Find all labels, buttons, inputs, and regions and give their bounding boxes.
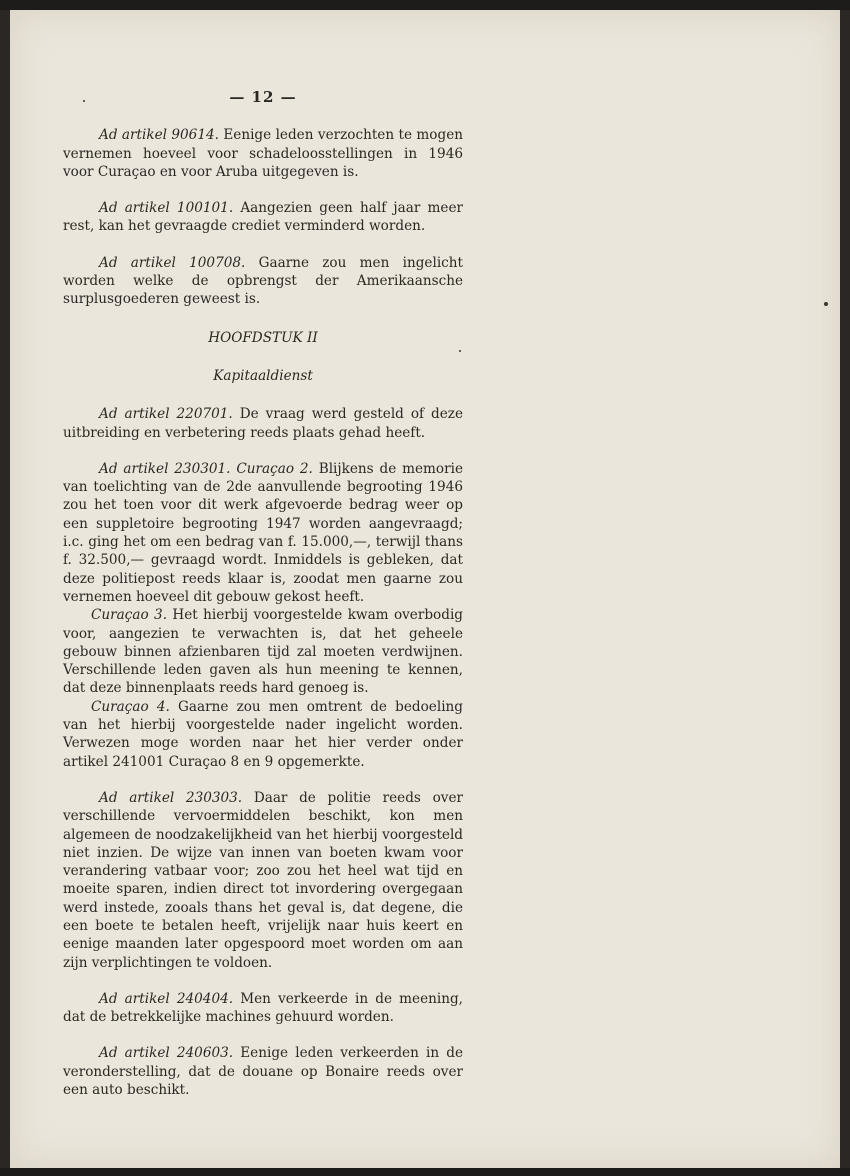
chapter-title: HOOFDSTUK II: [208, 329, 318, 346]
paragraph-230301: [63, 460, 463, 606]
sub-ref: Curaçao 2.: [230, 460, 313, 477]
article-ref: Ad artikel 100708.: [99, 254, 246, 271]
paragraph-text: Gaarne zou men omtrent de bedoeling van het hierbij voorgestelde nader ingelicht worden. Verwezen moge worden naar het hier verder onder artikel 241001 Curaçao 8 en 9 opgemerkte.: [63, 698, 463, 770]
paragraph-100708: [63, 254, 463, 309]
paragraph-text: De vraag werd gesteld of deze uitbreiding en verbetering reeds plaats gehad heeft.: [63, 406, 463, 441]
paragraph-text: Daar de politie reeds over verschillende vervoermiddelen beschikt, kon men algemeen de noodzakelijkheid van het hierbij voorgesteld niet inzien. De wijze van innen van boeten kwam voor verandering vatbaar voor; zoo zou het heel wat tijd en moeite sparen, indien direct tot invordering overgegaan werd instede, zooals thans het geval is, dat degene, die een boete te betalen heeft, vrijelijk naar huis keert en eenige maanden later opgespoord moet worden om aan zijn verplichtingen te voldoen.: [63, 789, 463, 971]
article-ref: Ad artikel 240603.: [99, 1045, 234, 1062]
article-ref: Ad artikel 100101.: [99, 200, 234, 217]
paragraph-230301-curacao-4: [63, 698, 463, 771]
paragraph-text: Men verkeerde in de meening, dat de betrekkelijke machines gehuurd worden.: [63, 990, 463, 1026]
speck: [824, 302, 828, 306]
section-title: Kapitaaldienst: [213, 367, 313, 384]
scan-border-bottom: [0, 1168, 850, 1176]
paragraph-text: Eenige leden verzochten te mogen vernemen hoeveel voor schadeloosstellingen in 1946 voor Curaçao en voor Aruba uitgegeven is.: [63, 127, 463, 180]
paragraph-text: Blijkens de memorie van toelichting van de 2de aanvullende begrooting 1946 zou het toen voor dit werk afgevoerde bedrag weer op een suppletoire begrooting 1947 worden aangevraagd; i.c. ging het om een bedrag van f. 15.000,—, terwijl thans f. 32.500,— gevraagd wordt. Inmiddels is gebleken, dat deze politiepost reeds klaar is, zoodat men gaarne zou vernemen hoeveel dit gebouw gekost heeft.: [63, 460, 463, 605]
paragraph-230301-curacao-3: [63, 606, 463, 697]
article-ref: Ad artikel 240404.: [99, 990, 234, 1007]
paragraph-text: Het hierbij voorgestelde kwam overbodig voor, aangezien te verwachten is, dat het geheele gebouw binnen afzienbaren tijd zal moeten verdwijnen. Verschillende leden gaven als hun meening te kennen, dat deze binnenplaats reeds hard genoeg is.: [63, 607, 463, 697]
text-column: [63, 88, 463, 1099]
paragraph-220701: [63, 405, 463, 442]
article-ref: Ad artikel 230303.: [99, 789, 243, 806]
sub-ref: Curaçao 4.: [91, 698, 170, 715]
paragraph-240603: [63, 1044, 463, 1099]
paragraph-230303: [63, 789, 463, 972]
sub-ref: Curaçao 3.: [91, 607, 168, 624]
page-number: — 12 —: [229, 88, 297, 106]
paragraph-text: Aangezien geen half jaar meer rest, kan het gevraagde crediet verminderd worden.: [63, 200, 463, 235]
article-ref: Ad artikel 90614.: [99, 127, 219, 144]
paragraph-text: Gaarne zou men ingelicht worden welke de opbrengst der Amerikaansche surplusgoederen geweest is.: [63, 254, 463, 308]
paragraph-text: Eenige leden verkeerden in de veronderstelling, dat de douane op Bonaire reeds over een auto beschikt.: [63, 1045, 463, 1099]
article-ref: Ad artikel 230301.: [99, 460, 231, 477]
paragraph-100101: [63, 199, 463, 236]
article-ref: Ad artikel 220701.: [99, 406, 233, 423]
paragraph-90614: [63, 126, 463, 181]
paragraph-240404: [63, 990, 463, 1027]
scan-border-top: [0, 0, 850, 10]
